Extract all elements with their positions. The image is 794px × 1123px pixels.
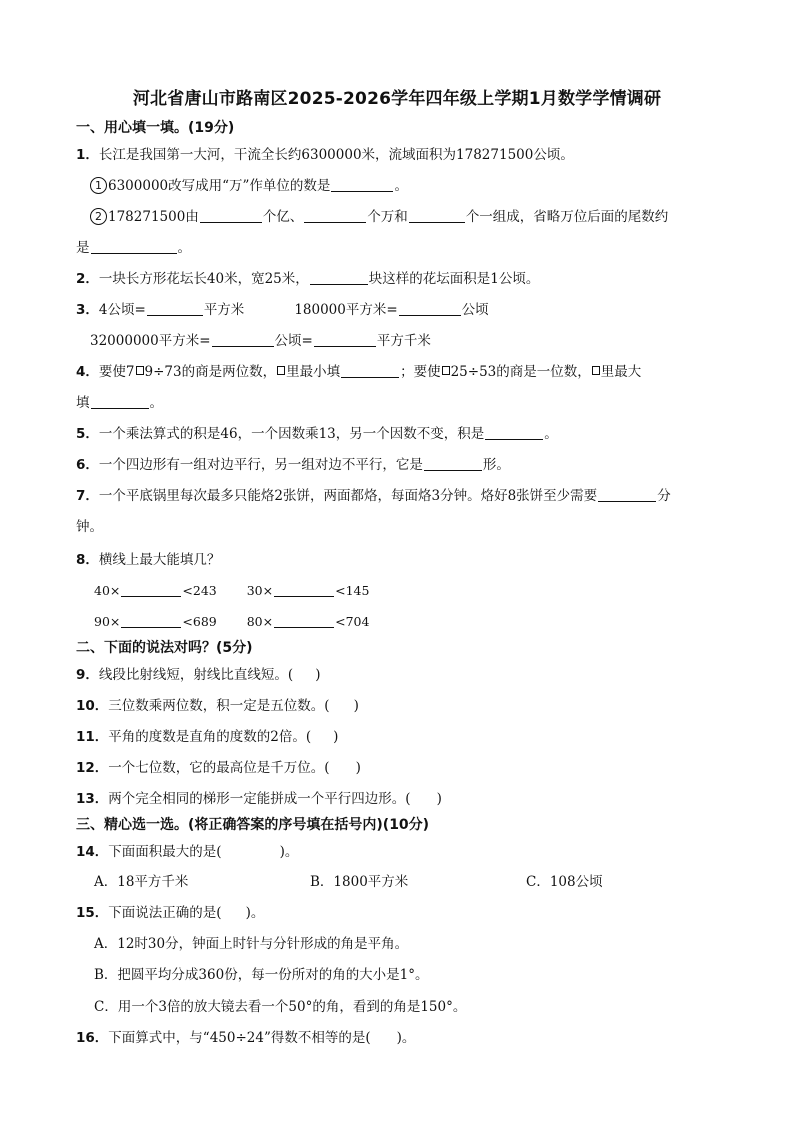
question-number: 7． [76,488,99,504]
question-text: 公顷= [274,333,313,349]
question-number: 5． [76,426,99,442]
expression-text: 90× [94,614,121,629]
question-text: 里最小填 [286,364,341,380]
question-number: 6． [76,457,99,473]
question-number: 10． [76,698,109,714]
answer-blank[interactable] [121,582,181,597]
question-text: 平方千米 [376,333,431,349]
question-1-sub-1 [90,176,408,196]
question-13 [76,789,442,809]
punctuation: )。 [279,844,299,860]
question-text: 一块长方形花坛长40米，宽25米， [98,271,309,287]
question-number: 9． [76,667,99,683]
question-4 [76,362,641,382]
question-text: 公顷 [461,302,489,318]
question-9 [76,665,320,685]
answer-blank[interactable] [341,363,399,378]
question-text: 两个完全相同的梯形一定能拼成一个平行四边形。( [108,791,411,807]
answer-blank[interactable] [121,613,181,628]
question-15-option-b[interactable]: B．把圆平均分成360份，每一份所对的角的大小是1°。 [94,967,429,983]
answer-blank[interactable] [91,394,149,409]
answer-blank[interactable] [598,487,656,502]
question-1-stem [76,145,574,165]
question-number: 8． [76,552,99,568]
sub-question-text: 个亿、 [262,209,304,225]
question-11 [76,727,338,747]
answer-blank[interactable] [399,301,461,316]
answer-blank[interactable] [91,239,177,254]
expression-text: 30× [246,583,274,598]
question-7 [76,486,671,506]
square-box-icon [442,366,450,375]
expression-text: <243 [182,583,217,598]
question-text: 形。 [482,457,510,473]
answer-blank[interactable] [212,332,274,347]
question-text: 要使7 [98,364,135,380]
punctuation: ) [436,791,442,807]
punctuation: 。 [177,240,191,256]
question-14-option-b[interactable]: B．1800平方米 [310,874,409,890]
question-3-row-2 [90,331,431,351]
question-number: 11． [76,729,109,745]
section-1-heading: 一、用心填一填。(19分) [76,120,235,136]
answer-blank[interactable] [310,270,368,285]
square-box-icon [136,366,144,375]
answer-blank[interactable] [314,332,376,347]
question-text: 分 [657,488,671,504]
sub-question-text: 178271500由 [108,209,199,225]
question-10 [76,696,359,716]
punctuation: ) [333,729,339,745]
question-text: 一个四边形有一组对边平行，另一组对边不平行，它是 [98,457,423,473]
question-text: 钟。 [76,519,103,535]
punctuation: 。 [394,178,408,194]
question-text: 平方米 [203,302,245,318]
question-6 [76,455,510,475]
punctuation: 。 [149,395,163,411]
question-14-option-a[interactable]: A．18平方千米 [94,874,189,890]
punctuation: ) [315,667,321,683]
question-8-row-1 [94,581,369,601]
punctuation: ) [353,698,359,714]
question-text: 一个平底锅里每次最多只能烙2张饼，两面都烙，每面烙3分钟。烙好8张饼至少需要 [98,488,598,504]
question-15 [76,903,264,923]
answer-blank[interactable] [147,301,203,316]
sub-question-text: 是 [76,240,90,256]
punctuation: 。 [544,426,558,442]
question-text: 4公顷= [98,302,146,318]
question-text: 平角的度数是直角的度数的2倍。( [108,729,312,745]
question-text: 一个七位数，它的最高位是千万位。( [108,760,330,776]
question-text: ；要使 [400,364,441,380]
expression-text: <145 [335,583,370,598]
question-text: 一个乘法算式的积是46，一个因数乘13，另一个因数不变，积是 [98,426,485,442]
answer-blank[interactable] [409,208,465,223]
question-15-option-a[interactable]: A．12时30分，钟面上时针与分针形成的角是平角。 [94,936,409,952]
question-text: 横线上最大能填几？ [98,552,221,568]
question-text: 下面说法正确的是( [108,905,222,921]
question-text: 9÷73的商是两位数， [144,364,277,380]
question-text: 32000000平方米= [90,333,211,349]
page-title: 河北省唐山市路南区2025-2026学年四年级上学期1月数学学情调研 [132,89,662,109]
question-number: 16． [76,1030,109,1046]
sub-question-text: 个万和 [367,209,408,225]
sub-question-text: 6300000改写成用“万”作单位的数是 [108,178,331,194]
circled-number-icon: 2 [90,208,107,225]
expression-text: 40× [94,583,121,598]
question-14-option-c[interactable]: C．108公顷 [526,874,603,890]
question-8 [76,550,220,570]
punctuation: )。 [396,1030,416,1046]
answer-blank[interactable] [424,456,482,471]
question-text: 长江是我国第一大河，干流全长约6300000米，流域面积为178271500公顷。 [98,147,574,163]
question-text: 下面面积最大的是( [108,844,222,860]
question-4-cont [76,393,163,413]
question-3-row-1 [76,300,489,320]
question-text: 块这样的花坛面积是1公顷。 [368,271,540,287]
question-number: 12． [76,760,109,776]
question-text: 下面算式中，与“450÷24”得数不相等的是( [108,1030,371,1046]
question-16 [76,1028,415,1048]
question-7-cont [76,517,103,537]
question-1-sub-2-cont [76,238,191,258]
question-14 [76,842,298,862]
answer-blank[interactable] [485,425,543,440]
punctuation: )。 [245,905,265,921]
punctuation: ) [355,760,361,776]
answer-blank[interactable] [274,582,334,597]
question-1-sub-2 [90,207,668,227]
question-text: 180000平方米= [294,302,398,318]
section-3-heading: 三、精心选一选。(将正确答案的序号填在括号内)(10分) [76,817,430,833]
answer-blank[interactable] [304,208,366,223]
answer-blank[interactable] [200,208,262,223]
question-text: 三位数乘两位数，积一定是五位数。( [108,698,330,714]
question-number: 2． [76,271,99,287]
question-number: 15． [76,905,109,921]
square-box-icon [277,366,285,375]
square-box-icon [592,366,600,375]
expression-text: 80× [246,614,274,629]
expression-text: <704 [335,614,370,629]
question-number: 13． [76,791,109,807]
question-15-option-c[interactable]: C．用一个3倍的放大镜去看一个50°的角，看到的角是150°。 [94,999,467,1015]
question-number: 14． [76,844,109,860]
question-8-row-2 [94,612,369,632]
question-number: 1． [76,147,99,163]
answer-blank[interactable] [331,177,393,192]
circled-number-icon: 1 [90,177,107,194]
question-2 [76,269,539,289]
section-2-heading: 二、下面的说法对吗？(5分) [76,640,253,656]
question-text: 线段比射线短，射线比直线短。( [98,667,294,683]
question-text: 25÷53的商是一位数， [450,364,591,380]
question-number: 3． [76,302,99,318]
expression-text: <689 [182,614,217,629]
answer-blank[interactable] [274,613,334,628]
sub-question-text: 个一组成，省略万位后面的尾数约 [465,209,669,225]
question-number: 4． [76,364,99,380]
question-5 [76,424,558,444]
question-text: 里最大 [600,364,642,380]
question-12 [76,758,361,778]
question-text: 填 [76,395,90,411]
